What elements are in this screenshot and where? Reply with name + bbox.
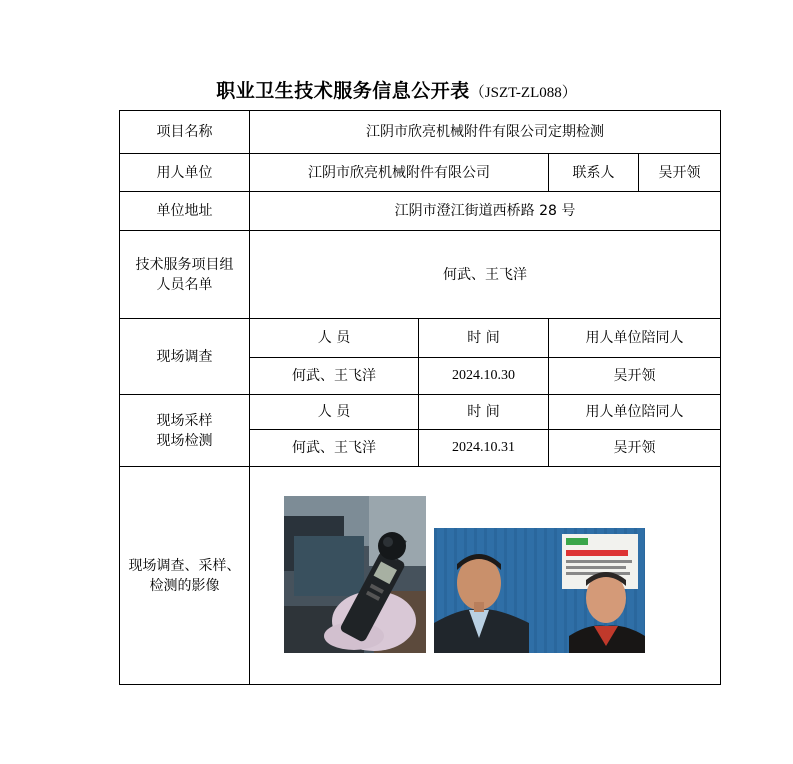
sampling-col-personnel: 人 员 (250, 395, 419, 430)
contact-label: 联系人 (549, 154, 639, 192)
contact-value: 吴开领 (639, 154, 721, 192)
page-title-text: 职业卫生技术服务信息公开表 (216, 80, 470, 102)
sampling-col-time: 时 间 (419, 395, 549, 430)
images-label-line2: 检测的影像 (149, 577, 220, 594)
project-label: 项目名称 (120, 111, 250, 154)
row-project (120, 111, 721, 154)
sampling-label-line1: 现场采样 (156, 412, 213, 429)
photos-container (250, 467, 720, 684)
sound-level-meter-photo-icon (284, 496, 426, 653)
images-label-line1: 现场调查、采样、 (128, 557, 241, 574)
employer-label: 用人单位 (120, 154, 250, 192)
survey-col-personnel: 人 员 (250, 319, 419, 358)
row-address (120, 192, 721, 231)
images-cell (250, 467, 721, 685)
survey-companion: 吴开领 (549, 358, 721, 395)
team-label-line2: 人员名单 (156, 276, 213, 293)
row-team (120, 231, 721, 319)
row-images (120, 467, 721, 685)
row-employer (120, 154, 721, 192)
sampling-personnel: 何武、王飞洋 (250, 430, 419, 467)
survey-col-time: 时 间 (419, 319, 549, 358)
team-label-line1: 技术服务项目组 (135, 256, 234, 273)
survey-col-companion: 用人单位陪同人 (549, 319, 721, 358)
project-value: 江阴市欣亮机械附件有限公司定期检测 (250, 111, 721, 154)
sampling-label (120, 395, 250, 467)
images-label (120, 467, 250, 685)
info-table (119, 110, 721, 685)
row-survey-header (120, 319, 721, 358)
row-sampling-header (120, 395, 721, 430)
team-value: 何武、王飞洋 (250, 231, 721, 319)
sampling-label-line2: 现场检测 (156, 432, 213, 449)
address-label: 单位地址 (120, 192, 250, 231)
page-title (0, 76, 793, 103)
survey-label: 现场调查 (120, 319, 250, 395)
two-people-photo-icon (434, 528, 645, 653)
survey-time: 2024.10.30 (419, 358, 549, 395)
sampling-col-companion: 用人单位陪同人 (549, 395, 721, 430)
sampling-time: 2024.10.31 (419, 430, 549, 467)
sampling-companion: 吴开领 (549, 430, 721, 467)
team-label (120, 231, 250, 319)
address-value: 江阴市澄江街道西桥路 28 号 (250, 192, 721, 231)
survey-personnel: 何武、王飞洋 (250, 358, 419, 395)
form-code: （JSZT-ZL088） (469, 85, 577, 101)
employer-value: 江阴市欣亮机械附件有限公司 (250, 154, 549, 192)
